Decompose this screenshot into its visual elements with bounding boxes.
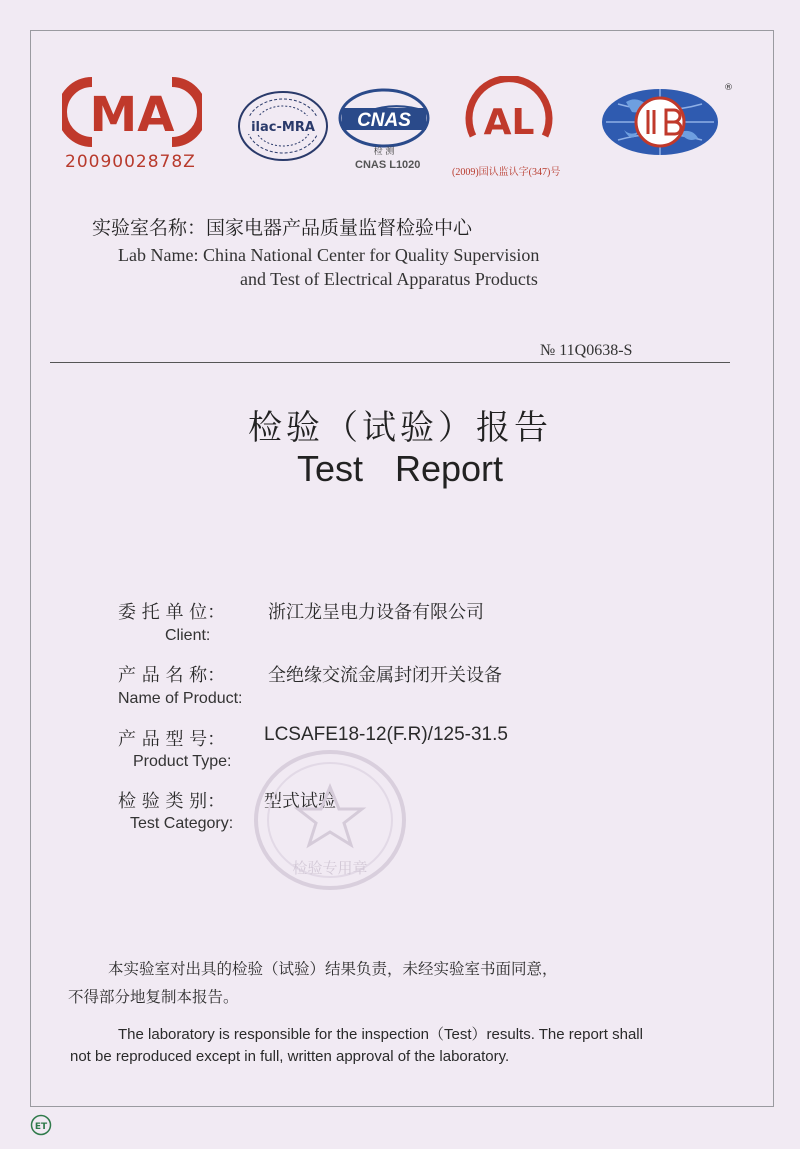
globe-logo bbox=[596, 82, 734, 158]
disclaimer-cn bbox=[68, 955, 558, 1011]
lab-name-en-line2: and Test of Electrical Apparatus Products bbox=[240, 269, 538, 289]
cnas-logo-text: CNAS bbox=[357, 110, 411, 131]
seal-text: 检验专用章 bbox=[292, 859, 368, 877]
product-value: 全绝缘交流金属封闭开关设备 bbox=[268, 665, 502, 686]
type-value: LCSAFE18-12(F.R)/125-31.5 bbox=[264, 724, 508, 745]
disclaimer-cn-line2: 不得部分地复制本报告。 bbox=[68, 988, 239, 1006]
document-frame bbox=[30, 30, 774, 1107]
cma-code: 2009002878Z bbox=[65, 152, 196, 172]
cma-logo bbox=[62, 76, 202, 148]
product-label-en: Name of Product: bbox=[118, 690, 243, 707]
category-label-cn: 检 验 类 别： bbox=[118, 791, 226, 812]
report-title-en: Test Report bbox=[296, 448, 504, 489]
header-divider bbox=[50, 362, 730, 363]
category-label-en: Test Category: bbox=[130, 815, 234, 832]
product-label-cn: 产 品 名 称： bbox=[118, 665, 226, 686]
al-logo bbox=[459, 76, 559, 160]
registered-mark: ® bbox=[724, 83, 733, 93]
cma-logo-text: MA bbox=[89, 87, 175, 143]
al-logo-text: AL bbox=[483, 102, 535, 143]
ilac-mra-logo bbox=[234, 88, 332, 164]
et-mark-icon bbox=[30, 1114, 52, 1136]
ilac-logo-text: ilac-MRA bbox=[251, 120, 315, 135]
client-label-en: Client: bbox=[165, 627, 211, 644]
et-mark-text: ET bbox=[34, 1122, 48, 1132]
type-label-cn: 产 品 型 号： bbox=[118, 729, 226, 750]
category-value: 型式试验 bbox=[264, 791, 336, 812]
disclaimer-cn-line1: 本实验室对出具的检验（试验）结果负责，未经实验室书面同意， bbox=[108, 960, 558, 978]
cnas-logo bbox=[332, 86, 436, 160]
disclaimer-en bbox=[70, 1024, 643, 1068]
cnas-sub-text: 检 测 bbox=[373, 147, 395, 157]
cnas-code: CNAS L1020 bbox=[355, 159, 421, 171]
client-value: 浙江龙呈电力设备有限公司 bbox=[268, 602, 484, 623]
type-label-en: Product Type: bbox=[133, 753, 232, 770]
lab-name-en-label: Lab Name: bbox=[118, 245, 199, 265]
embossed-seal bbox=[250, 745, 410, 895]
client-label-cn: 委 托 单 位： bbox=[118, 602, 226, 623]
report-number: № 11Q0638-S bbox=[540, 342, 633, 359]
disclaimer-en-line1: The laboratory is responsible for the inspection（Test）results. The report shall bbox=[118, 1026, 643, 1043]
lab-name-en-line1: China National Center for Quality Supervision bbox=[202, 245, 540, 265]
al-code: (2009)国认监认字(347)号 bbox=[452, 167, 561, 178]
report-title-cn: 检验（试验）报告 bbox=[248, 408, 552, 448]
lab-name-cn: 实验室名称：国家电器产品质量监督检验中心 bbox=[92, 217, 473, 239]
disclaimer-en-line2: not be reproduced except in full, written approval of the laboratory. bbox=[70, 1048, 510, 1065]
lab-name-en bbox=[118, 243, 539, 291]
